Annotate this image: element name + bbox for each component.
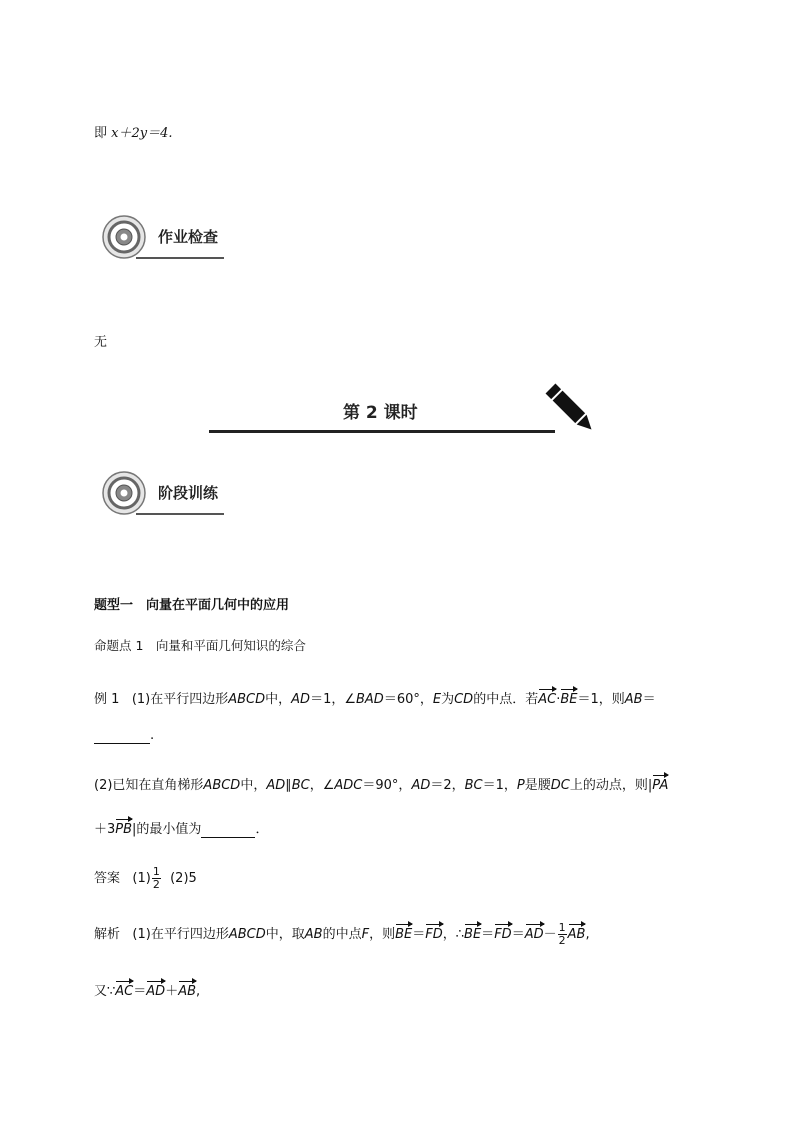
top-equation: x＋2y＝4.	[111, 126, 173, 141]
text: |的最小值为	[132, 822, 202, 837]
math: ADC	[334, 778, 363, 793]
text: 中，	[265, 692, 292, 707]
text: .	[150, 728, 155, 743]
text: 上的动点，则|	[569, 778, 653, 793]
vector: AB	[178, 984, 197, 999]
text: ,	[196, 984, 201, 999]
text: ＝60°，	[383, 692, 433, 707]
answer-line	[94, 866, 197, 891]
text: (2)已知在直角梯形	[94, 778, 204, 793]
vector: AD	[524, 927, 544, 942]
text: 为	[441, 692, 455, 707]
homework-content: 无	[94, 335, 108, 350]
math: BC	[464, 778, 483, 793]
vector: BE	[560, 692, 578, 707]
denominator: 2	[558, 934, 566, 947]
text: ＝1，∠	[310, 692, 356, 707]
type-heading: 题型一 向量在平面几何中的应用	[94, 598, 290, 613]
text: ＝2，	[430, 778, 465, 793]
text: ＝	[511, 927, 525, 942]
proposition-heading: 命题点 1 向量和平面几何知识的综合	[94, 638, 306, 653]
numerator: 1	[152, 865, 160, 878]
text: ·	[556, 692, 561, 707]
text: (1)	[132, 871, 151, 886]
blank-line	[201, 822, 255, 838]
text: ＝	[133, 984, 147, 999]
analysis-line-1	[94, 922, 590, 947]
example1-part2	[94, 774, 668, 793]
text: 又∵	[94, 984, 116, 999]
math: AB	[304, 927, 323, 942]
analysis-label: 解析	[94, 927, 121, 942]
section-badge-homework	[100, 214, 224, 260]
text: ＝1，则	[577, 692, 625, 707]
vector: AD	[146, 984, 166, 999]
section-title-training: 阶段训练	[158, 484, 219, 502]
pencil-icon	[543, 380, 599, 438]
fraction	[152, 866, 161, 891]
text: 中，	[240, 778, 267, 793]
answer-blank-1	[94, 728, 154, 744]
math: ABCD	[203, 778, 241, 793]
text: ，∠	[309, 778, 335, 793]
text: ．	[255, 822, 269, 837]
analysis-line-2	[94, 980, 200, 999]
blank-line	[94, 728, 150, 744]
text: ,	[585, 927, 590, 942]
vector: AC	[538, 692, 557, 707]
math: E	[432, 692, 442, 707]
vector: PB	[115, 822, 133, 837]
text: ，∴	[442, 927, 465, 942]
text: －	[543, 927, 557, 942]
text: ＝1，	[482, 778, 517, 793]
example1-part1	[94, 688, 656, 707]
section-badge-training	[100, 470, 224, 516]
math: AD	[266, 778, 286, 793]
section-title-homework: 作业检查	[158, 228, 219, 246]
text: ∥	[285, 778, 292, 793]
lesson-title: 第 2 课时	[343, 403, 418, 423]
text: ＝	[412, 927, 426, 942]
text: ＝90°，	[362, 778, 412, 793]
math: ABCD	[228, 692, 266, 707]
banner-underline	[209, 430, 555, 433]
text: ＝	[481, 927, 495, 942]
text: ＋	[165, 984, 179, 999]
example-label: 例 1	[94, 692, 120, 707]
numerator: 1	[558, 921, 566, 934]
math: F	[361, 927, 370, 942]
top-equation-line	[94, 122, 173, 141]
top-prefix: 即	[94, 126, 108, 141]
math: AD	[411, 778, 431, 793]
example1-part2-cont	[94, 818, 268, 838]
vector: BE	[464, 927, 482, 942]
vector: FD	[494, 927, 512, 942]
math: P	[516, 778, 525, 793]
lesson-banner	[209, 380, 599, 440]
text: (1)在平行四边形	[131, 692, 229, 707]
text: 的中点	[322, 927, 362, 942]
text: ，则	[369, 927, 396, 942]
fraction	[558, 922, 567, 947]
math: ABCD	[228, 927, 266, 942]
answer-label: 答案	[94, 871, 121, 886]
text: (1)在平行四边形	[132, 927, 229, 942]
vector: AB	[567, 927, 586, 942]
math: AD	[291, 692, 311, 707]
text: ＝	[642, 692, 656, 707]
text: (2)5	[170, 871, 197, 886]
vector: PA	[652, 778, 669, 793]
text: 的中点．若	[473, 692, 539, 707]
vector: AC	[115, 984, 134, 999]
math: CD	[454, 692, 474, 707]
text: 是腰	[524, 778, 551, 793]
math: BC	[291, 778, 310, 793]
denominator: 2	[152, 878, 160, 891]
text: 中，取	[265, 927, 305, 942]
math: DC	[550, 778, 570, 793]
vector: BE	[395, 927, 413, 942]
text: ＋3	[94, 822, 116, 837]
math: AB	[624, 692, 643, 707]
vector: FD	[425, 927, 443, 942]
math: BAD	[356, 692, 384, 707]
